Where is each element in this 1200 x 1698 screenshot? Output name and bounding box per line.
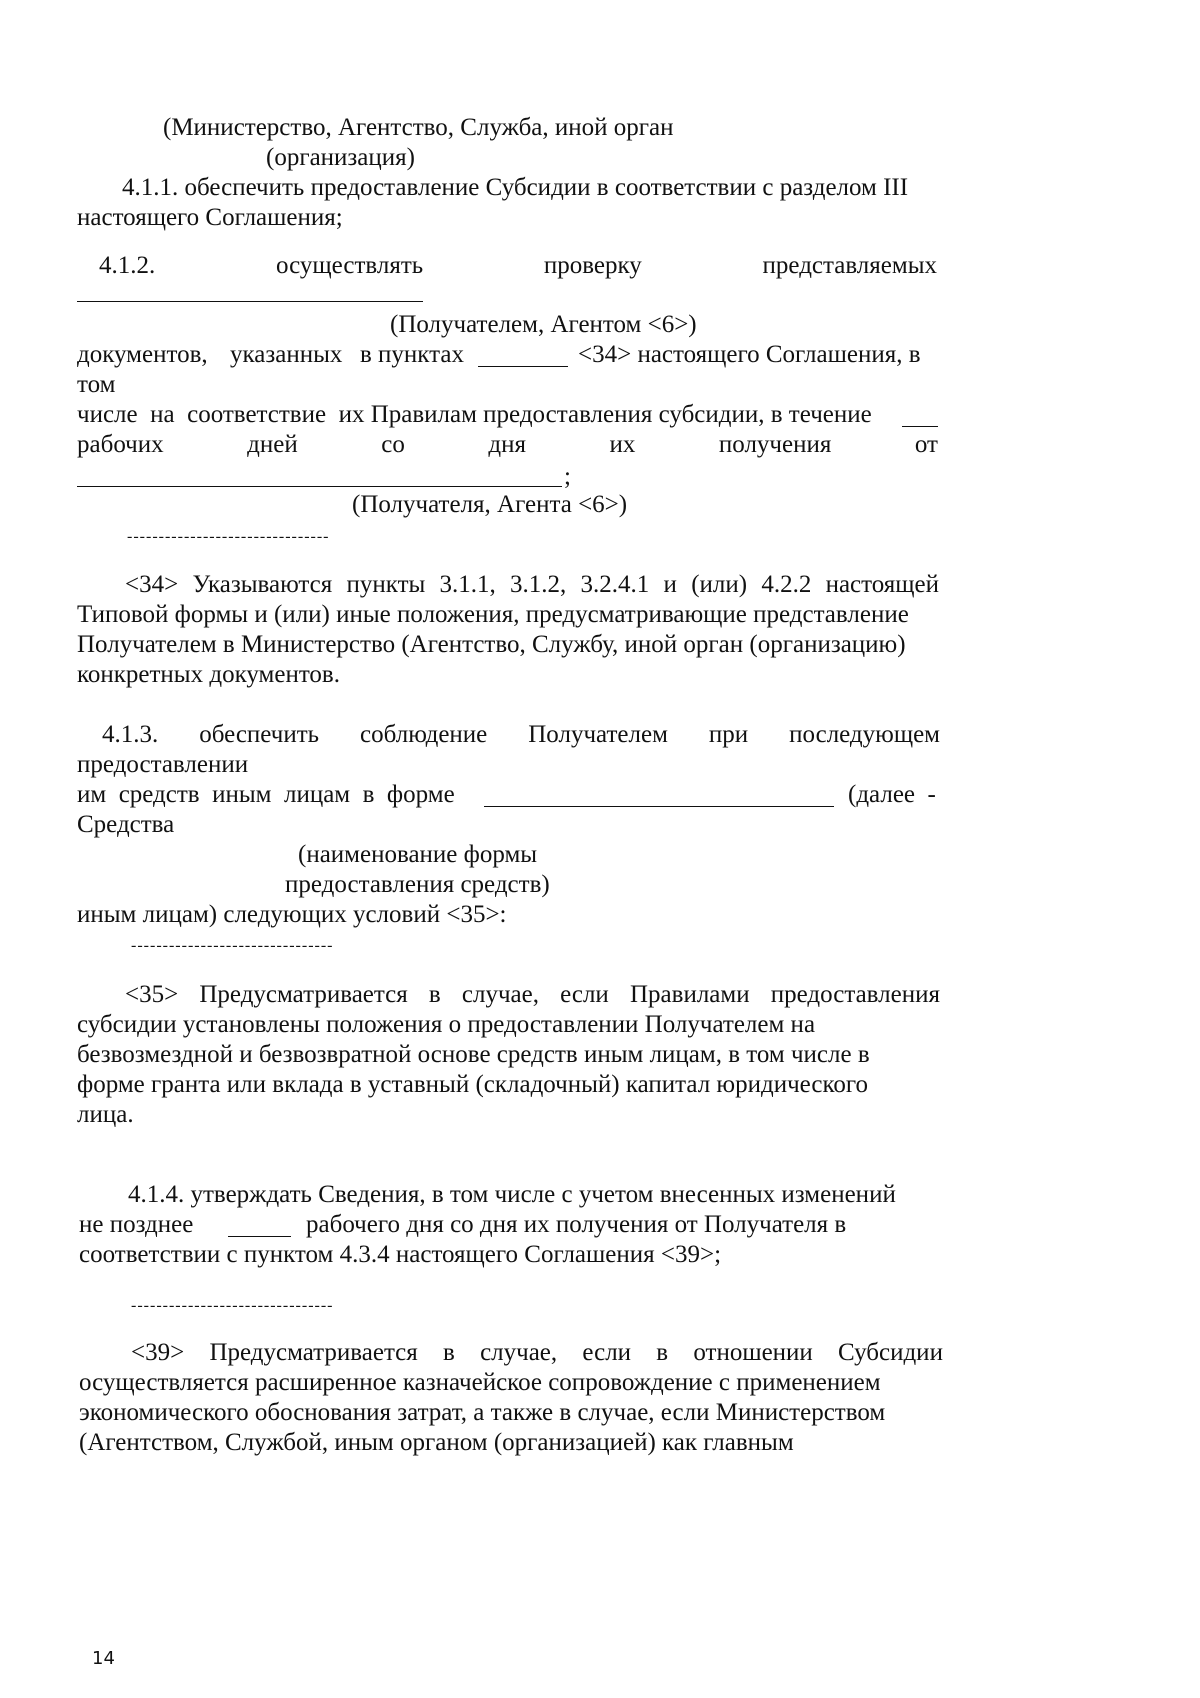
footnote-39-line1 — [131, 1338, 943, 1368]
clause-4-1-2-line3b: указанных — [230, 341, 343, 368]
word: если — [560, 981, 609, 1008]
word: в — [443, 1339, 455, 1366]
clause-4-1-3-line3b: (далее - — [848, 781, 936, 808]
word: в — [428, 981, 441, 1008]
word: если — [582, 1339, 632, 1366]
blank-line-points — [478, 366, 568, 367]
word: (или) — [691, 571, 748, 598]
clause-4-1-2-line4: том — [77, 371, 116, 398]
word: 3.1.1, — [439, 571, 496, 598]
word: при — [708, 721, 749, 748]
form-name-caption-2: предоставления средств) — [285, 871, 550, 898]
recipient-agent-caption: (Получателя, Агента <6>) — [352, 491, 628, 518]
recipient-caption: (Получателем, Агентом <6>) — [390, 311, 697, 338]
word: отношении — [693, 1339, 813, 1366]
word: Правилами — [629, 981, 750, 1008]
clause-4-1-2-line3a: документов, — [77, 341, 208, 368]
footnote-34-line2: Типовой формы и (или) иные положения, предусматривающие представление — [77, 601, 909, 628]
organization-caption: (организация) — [266, 144, 415, 171]
clause-4-1-3-line4: Средства — [77, 811, 175, 838]
word: случае, — [480, 1339, 558, 1366]
clause-4-1-1-line2: настоящего Соглашения; — [77, 204, 343, 231]
footnote-35-line5: лица. — [77, 1101, 134, 1128]
word: <35> — [125, 981, 179, 1008]
word: рабочих — [77, 431, 164, 458]
word: 3.2.4.1 — [580, 571, 650, 598]
blank-line-from — [77, 486, 562, 487]
ministry-caption: (Министерство, Агентство, Служба, иной орган — [163, 114, 674, 141]
page-number: 14 — [92, 1648, 115, 1669]
footnote-39-line2: осуществляется расширенное казначейское сопровождение с применением — [79, 1369, 881, 1396]
footnote-35-line1 — [125, 980, 940, 1010]
clause-4-1-2-line3c: в пунктах — [360, 341, 464, 368]
clause-number: 4.1.2. — [99, 252, 156, 279]
footnote-35-line2: субсидии установлены положения о предоставлении Получателем на — [77, 1011, 816, 1038]
clause-4-1-4-line2a: не позднее — [79, 1211, 194, 1238]
footnote-34-line3: Получателем в Министерство (Агентство, Службу, иной орган (организацию) — [77, 631, 906, 658]
word: и — [663, 571, 677, 598]
word: Указываются — [192, 571, 333, 598]
form-name-caption: (наименование формы — [298, 841, 538, 868]
word: в — [656, 1339, 669, 1366]
word: представляемых — [762, 252, 937, 279]
word: Предусматривается — [199, 981, 408, 1008]
clause-4-1-2-line5: числе на соответствие их Правилам предоставления субсидии, в течение — [77, 401, 872, 428]
clause-number: 4.1.3. — [102, 721, 159, 748]
word: осуществлять — [275, 252, 424, 279]
word: их — [609, 431, 636, 458]
footnote-34-line4: конкретных документов. — [77, 661, 340, 688]
semicolon: ; — [564, 463, 571, 490]
word: Получателем — [528, 721, 668, 748]
word: дня — [488, 431, 526, 458]
word: Предусматривается — [209, 1339, 418, 1366]
word: пункты — [346, 571, 426, 598]
clause-4-1-3-line2: предоставлении — [77, 751, 249, 778]
word: случае, — [461, 981, 539, 1008]
clause-4-1-3-line5: иным лицам) следующих условий <35>: — [77, 901, 507, 928]
clause-4-1-4-line1: 4.1.4. утверждать Сведения, в том числе с учетом внесенных изменений — [128, 1181, 896, 1208]
footnote-35-line3: безвозмездной и безвозвратной основе средств иным лицам, в том числе в — [77, 1041, 870, 1068]
footnote-separator: -------------------------------- — [131, 1297, 334, 1314]
clause-4-1-2-line6 — [77, 430, 938, 460]
clause-4-1-3-line3a: им средств иным лицам в форме — [77, 781, 455, 808]
word: соблюдение — [360, 721, 488, 748]
word: настоящей — [825, 571, 939, 598]
word: <39> — [131, 1339, 185, 1366]
word: <34> — [125, 571, 179, 598]
footnote-39-line3: экономического обоснования затрат, а также в случае, если Министерством — [79, 1399, 886, 1426]
footnote-34-line1 — [125, 570, 939, 600]
blank-line-form — [484, 806, 834, 807]
word: Субсидии — [838, 1339, 943, 1366]
word: предоставления — [770, 981, 940, 1008]
word: получения — [718, 431, 832, 458]
word: проверку — [543, 252, 642, 279]
clause-4-1-4-line2b: рабочего дня со дня их получения от Получателя в — [306, 1211, 847, 1238]
clause-4-1-2-line3d: <34> настоящего Соглашения, в — [578, 341, 921, 368]
word: обеспечить — [199, 721, 320, 748]
blank-line-recipient — [77, 301, 423, 302]
clause-4-1-3-line1 — [102, 720, 940, 750]
word: 3.1.2, — [510, 571, 567, 598]
blank-line-day — [228, 1236, 291, 1237]
footnote-35-line4: форме гранта или вклада в уставный (складочный) капитал юридического — [77, 1071, 868, 1098]
footnote-39-line4: (Агентством, Службой, иным органом (организацией) как главным — [79, 1429, 794, 1456]
word: последующем — [789, 721, 940, 748]
word: со — [381, 431, 405, 458]
footnote-separator: -------------------------------- — [127, 528, 330, 545]
word: дней — [247, 431, 298, 458]
blank-line-days — [902, 426, 938, 427]
footnote-separator: -------------------------------- — [131, 937, 334, 954]
word: от — [914, 431, 938, 458]
clause-4-1-2-line1 — [99, 251, 937, 281]
word: 4.2.2 — [761, 571, 812, 598]
clause-4-1-1-line1: 4.1.1. обеспечить предоставление Субсидии в соответствии с разделом III — [122, 174, 909, 201]
clause-4-1-4-line3: соответствии с пунктом 4.3.4 настоящего Соглашения <39>; — [79, 1241, 722, 1268]
